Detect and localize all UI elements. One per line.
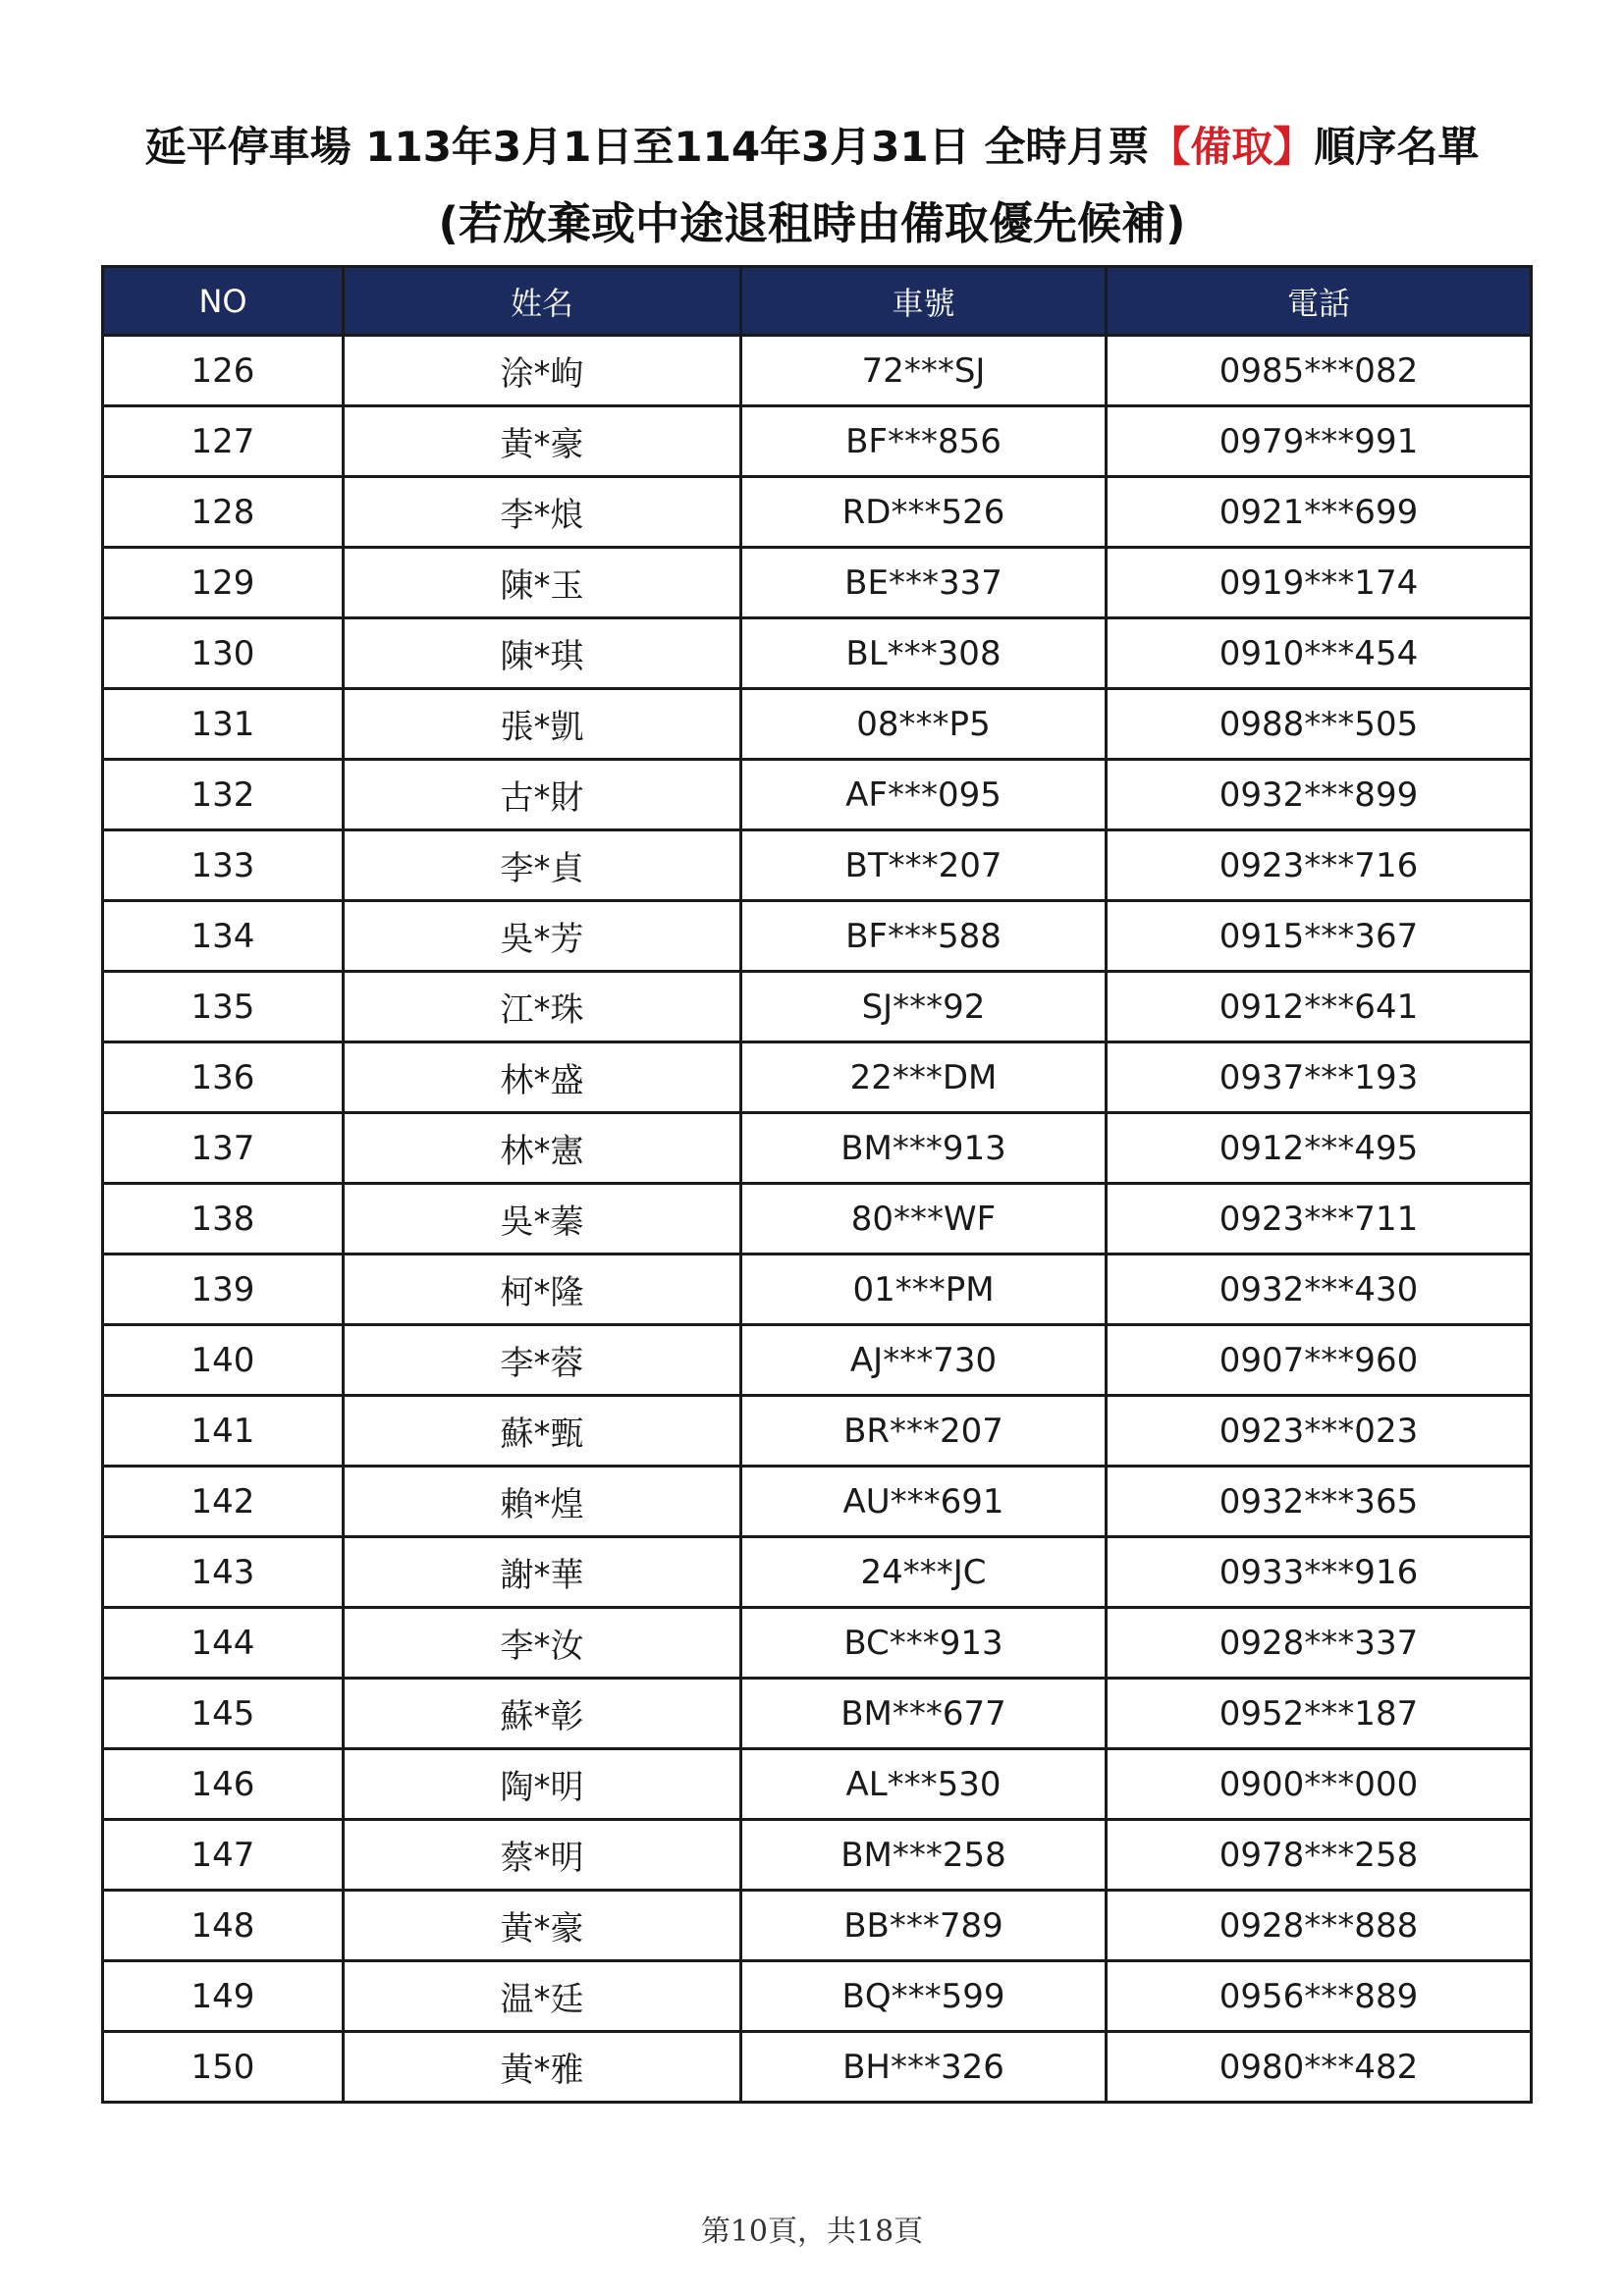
cell-name: 涂*岣 xyxy=(344,336,741,406)
table-row xyxy=(103,1042,1532,1113)
column-header-name: 姓名 xyxy=(344,267,741,336)
cell-phone: 0985***082 xyxy=(1107,336,1532,406)
cell-no: 139 xyxy=(103,1255,344,1325)
cell-name: 張*凱 xyxy=(344,689,741,760)
cell-no: 128 xyxy=(103,477,344,548)
cell-name: 李*汝 xyxy=(344,1608,741,1679)
column-header-phone: 電話 xyxy=(1107,267,1532,336)
cell-phone: 0919***174 xyxy=(1107,548,1532,618)
cell-name: 蘇*彰 xyxy=(344,1679,741,1749)
column-header-plate: 車號 xyxy=(741,267,1107,336)
cell-name: 李*貞 xyxy=(344,830,741,901)
cell-name: 陳*玉 xyxy=(344,548,741,618)
cell-phone: 0932***430 xyxy=(1107,1255,1532,1325)
title-prefix: 延平停車場 113年3月1日至114年3月31日 全時月票 xyxy=(144,123,1150,171)
cell-phone: 0932***365 xyxy=(1107,1467,1532,1537)
cell-name: 黃*豪 xyxy=(344,1891,741,1961)
cell-phone: 0923***023 xyxy=(1107,1396,1532,1467)
table-row xyxy=(103,760,1532,830)
page-footer: 第10頁，共18頁 xyxy=(700,2215,924,2249)
cell-plate: BL***308 xyxy=(741,618,1107,689)
page-subtitle: (若放棄或中途退租時由備取優先候補) xyxy=(438,197,1186,249)
cell-name: 林*盛 xyxy=(344,1042,741,1113)
cell-no: 126 xyxy=(103,336,344,406)
cell-plate: BE***337 xyxy=(741,548,1107,618)
cell-phone: 0932***899 xyxy=(1107,760,1532,830)
cell-plate: BR***207 xyxy=(741,1396,1107,1467)
cell-name: 李*蓉 xyxy=(344,1325,741,1396)
cell-plate: 08***P5 xyxy=(741,689,1107,760)
cell-plate: BH***326 xyxy=(741,2032,1107,2103)
table-row xyxy=(103,2032,1532,2103)
cell-name: 黃*豪 xyxy=(344,406,741,477)
cell-no: 149 xyxy=(103,1961,344,2032)
cell-phone: 0915***367 xyxy=(1107,901,1532,972)
cell-name: 古*財 xyxy=(344,760,741,830)
cell-no: 144 xyxy=(103,1608,344,1679)
cell-no: 137 xyxy=(103,1113,344,1184)
cell-no: 140 xyxy=(103,1325,344,1396)
cell-phone: 0912***641 xyxy=(1107,972,1532,1042)
cell-no: 148 xyxy=(103,1891,344,1961)
cell-phone: 0956***889 xyxy=(1107,1961,1532,2032)
cell-name: 温*廷 xyxy=(344,1961,741,2032)
cell-name: 吳*蓁 xyxy=(344,1184,741,1255)
cell-phone: 0952***187 xyxy=(1107,1679,1532,1749)
table-row xyxy=(103,1184,1532,1255)
cell-plate: AL***530 xyxy=(741,1749,1107,1820)
cell-no: 145 xyxy=(103,1679,344,1749)
cell-phone: 0937***193 xyxy=(1107,1042,1532,1113)
cell-plate: BT***207 xyxy=(741,830,1107,901)
cell-phone: 0900***000 xyxy=(1107,1749,1532,1820)
table-row xyxy=(103,1679,1532,1749)
table-row xyxy=(103,689,1532,760)
cell-phone: 0907***960 xyxy=(1107,1325,1532,1396)
cell-plate: BQ***599 xyxy=(741,1961,1107,2032)
page-title xyxy=(0,120,1624,175)
cell-phone: 0928***337 xyxy=(1107,1608,1532,1679)
cell-name: 吳*芳 xyxy=(344,901,741,972)
cell-phone: 0978***258 xyxy=(1107,1820,1532,1891)
cell-no: 146 xyxy=(103,1749,344,1820)
cell-plate: AJ***730 xyxy=(741,1325,1107,1396)
cell-phone: 0910***454 xyxy=(1107,618,1532,689)
cell-plate: BF***856 xyxy=(741,406,1107,477)
cell-plate: 24***JC xyxy=(741,1537,1107,1608)
cell-no: 136 xyxy=(103,1042,344,1113)
cell-phone: 0928***888 xyxy=(1107,1891,1532,1961)
table-row xyxy=(103,618,1532,689)
cell-plate: AF***095 xyxy=(741,760,1107,830)
cell-no: 131 xyxy=(103,689,344,760)
table-row xyxy=(103,336,1532,406)
cell-plate: 72***SJ xyxy=(741,336,1107,406)
cell-no: 132 xyxy=(103,760,344,830)
cell-name: 陳*琪 xyxy=(344,618,741,689)
cell-no: 143 xyxy=(103,1537,344,1608)
cell-plate: BF***588 xyxy=(741,901,1107,972)
table-row xyxy=(103,901,1532,972)
cell-name: 賴*煌 xyxy=(344,1467,741,1537)
cell-plate: BC***913 xyxy=(741,1608,1107,1679)
table-row xyxy=(103,1749,1532,1820)
cell-phone: 0988***505 xyxy=(1107,689,1532,760)
cell-no: 135 xyxy=(103,972,344,1042)
cell-plate: BM***258 xyxy=(741,1820,1107,1891)
cell-plate: BB***789 xyxy=(741,1891,1107,1961)
table-row xyxy=(103,1113,1532,1184)
cell-name: 柯*隆 xyxy=(344,1255,741,1325)
table-row xyxy=(103,1820,1532,1891)
cell-phone: 0979***991 xyxy=(1107,406,1532,477)
waitlist-table xyxy=(101,265,1533,2104)
cell-plate: RD***526 xyxy=(741,477,1107,548)
cell-name: 陶*明 xyxy=(344,1749,741,1820)
cell-phone: 0921***699 xyxy=(1107,477,1532,548)
cell-name: 江*珠 xyxy=(344,972,741,1042)
cell-plate: AU***691 xyxy=(741,1467,1107,1537)
table-row xyxy=(103,1608,1532,1679)
cell-phone: 0923***711 xyxy=(1107,1184,1532,1255)
cell-plate: 80***WF xyxy=(741,1184,1107,1255)
table-row xyxy=(103,1467,1532,1537)
cell-name: 謝*華 xyxy=(344,1537,741,1608)
cell-name: 李*烺 xyxy=(344,477,741,548)
column-header-no: NO xyxy=(103,267,344,336)
cell-name: 黃*雅 xyxy=(344,2032,741,2103)
table-body xyxy=(103,336,1532,2103)
cell-phone: 0923***716 xyxy=(1107,830,1532,901)
cell-no: 129 xyxy=(103,548,344,618)
table-row xyxy=(103,406,1532,477)
cell-plate: SJ***92 xyxy=(741,972,1107,1042)
cell-no: 127 xyxy=(103,406,344,477)
cell-phone: 0980***482 xyxy=(1107,2032,1532,2103)
title-highlight: 【備取】 xyxy=(1149,123,1315,171)
cell-no: 134 xyxy=(103,901,344,972)
cell-phone: 0933***916 xyxy=(1107,1537,1532,1608)
cell-plate: 22***DM xyxy=(741,1042,1107,1113)
table-row xyxy=(103,1396,1532,1467)
cell-name: 蘇*甄 xyxy=(344,1396,741,1467)
table-row xyxy=(103,830,1532,901)
table-row xyxy=(103,972,1532,1042)
cell-name: 林*憲 xyxy=(344,1113,741,1184)
table-row xyxy=(103,1891,1532,1961)
cell-no: 147 xyxy=(103,1820,344,1891)
title-suffix: 順序名單 xyxy=(1314,123,1480,171)
cell-no: 141 xyxy=(103,1396,344,1467)
table-row xyxy=(103,477,1532,548)
cell-plate: BM***913 xyxy=(741,1113,1107,1184)
cell-no: 133 xyxy=(103,830,344,901)
table-row xyxy=(103,1537,1532,1608)
cell-plate: 01***PM xyxy=(741,1255,1107,1325)
cell-no: 142 xyxy=(103,1467,344,1537)
table-row xyxy=(103,1961,1532,2032)
cell-no: 130 xyxy=(103,618,344,689)
table-row xyxy=(103,1325,1532,1396)
table-row xyxy=(103,1255,1532,1325)
cell-plate: BM***677 xyxy=(741,1679,1107,1749)
cell-no: 138 xyxy=(103,1184,344,1255)
table-row xyxy=(103,548,1532,618)
cell-name: 蔡*明 xyxy=(344,1820,741,1891)
cell-phone: 0912***495 xyxy=(1107,1113,1532,1184)
cell-no: 150 xyxy=(103,2032,344,2103)
table-header-row xyxy=(103,267,1532,336)
